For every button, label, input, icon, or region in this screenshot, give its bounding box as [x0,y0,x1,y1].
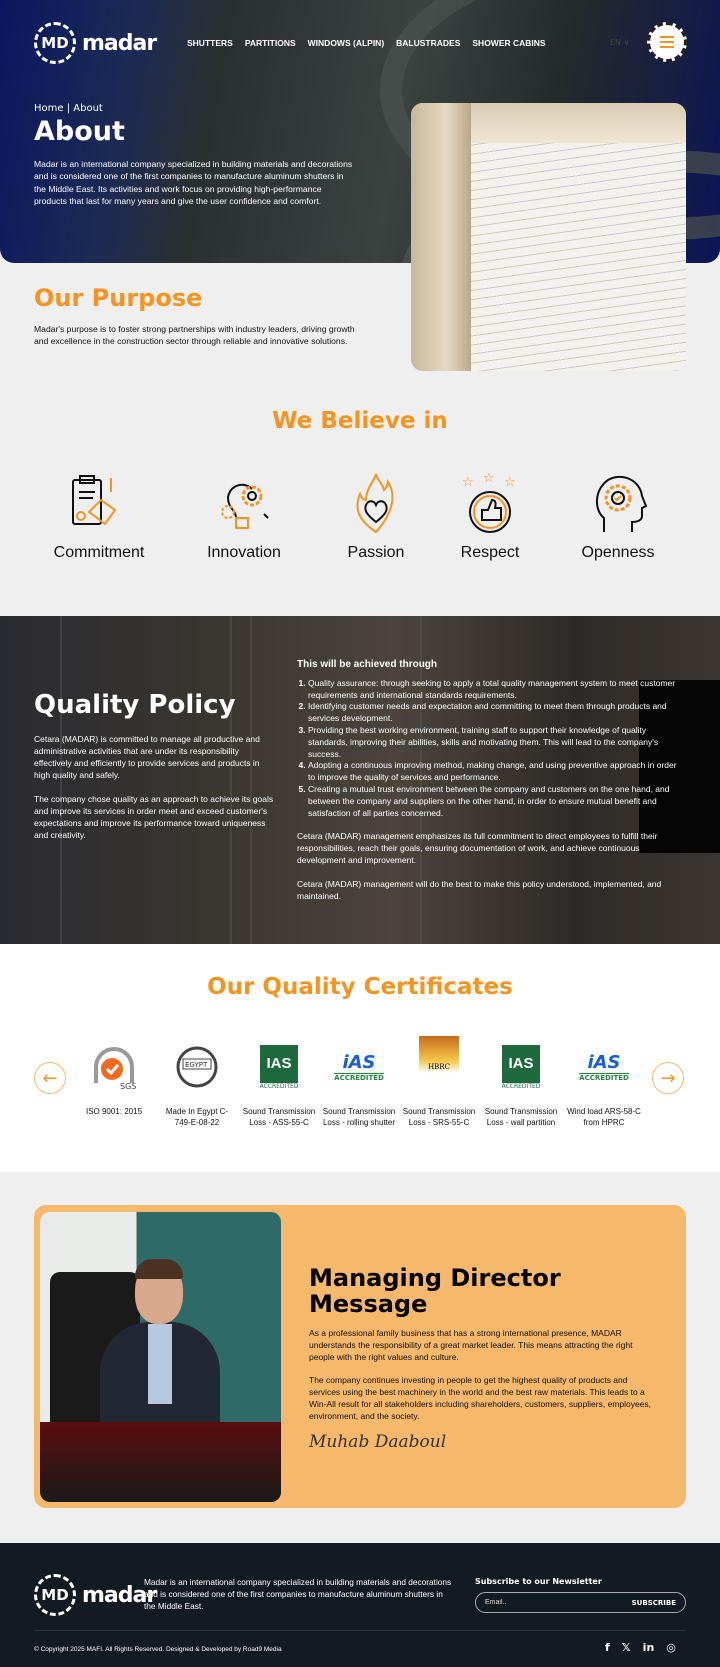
svg-text:☆: ☆ [483,472,495,486]
svg-text:☆: ☆ [462,475,474,490]
value-innovation [179,472,309,562]
shutter-image [411,103,686,371]
director-message [309,1328,659,1423]
director-paragraph: As a professional family business that has a strong international presence, MADAR understands the responsibility of a great market leader. This means attracting the right people with the right values and culture. [309,1328,633,1362]
list-item: 4. Adopting a continuous improving method, making change, and using preventive approach in order to improve the quality of services and performance. [308,760,682,784]
certificate-label: ISO 9001: 2015 [85,1107,143,1116]
certificates-title: Our Quality Certificates [207,974,513,1000]
newsletter-title: Subscribe to our Newsletter [475,1577,602,1586]
quality-title: Quality Policy [34,690,236,720]
breadcrumb: Home | About [34,103,103,114]
value-label: Openness [581,544,655,561]
certificate-label: Wind load ARS-58-C from HPRC [567,1107,641,1127]
head-gear-icon [586,472,650,536]
next-arrow-button[interactable]: → [652,1062,684,1094]
quality-paragraph: Cetara (MADAR) management emphasizes its full commitment to direct employees to fulfill their responsibilities, reach their goals, ensuring documentation of work, and achieve continuous development and improvement. [297,831,658,865]
x-twitter-icon[interactable]: 𝕏 [621,1641,631,1654]
footer-divider [34,1630,686,1631]
value-label: Respect [460,544,520,561]
certificate-label: Sound Transmission Loss - rolling shutter [322,1107,396,1127]
believe-title: We Believe in [272,408,448,434]
svg-text:SGS: SGS [120,1082,137,1091]
ias-globe-logo: iAS ACCREDITED [334,1052,384,1082]
value-label: Commitment [53,544,145,561]
director-title: Managing Director Message [309,1264,561,1318]
logo-text: madar [82,1582,157,1608]
ias-logo: IAS ACCREDITED [482,1036,560,1098]
footer-logo[interactable] [34,1574,156,1616]
value-commitment [34,472,164,562]
quality-list [297,678,682,820]
nav-balustrades[interactable]: BALUSTRADES [396,38,461,48]
director-signature: Muhab Daaboul [309,1432,447,1452]
certificate-label: Sound Transmission Loss - wall partition [484,1107,558,1127]
quality-paragraph: Cetara (MADAR) management will do the best to make this policy understood, implemented, and maintained. [297,878,662,901]
hbrc-logo: HBRC [400,1036,478,1098]
certificate-label: Made In Egypt C-749-E-08-22 [165,1107,229,1127]
copyright: © Copyright 2025 MAFI. All Rights Reserved. Designed & Developed by Road9 Media [34,1646,282,1653]
svg-text:☆: ☆ [504,475,516,490]
thumbs-up-stars-icon [458,472,522,536]
quality-list-title: This will be achieved through [297,659,438,670]
certificate-item[interactable] [240,1036,318,1128]
nav-windows[interactable]: WINDOWS (ALPIN) [307,38,385,48]
quality-intro [34,733,274,841]
svg-text:EGYPT: EGYPT [185,1061,208,1069]
instagram-icon[interactable]: ◎ [666,1641,676,1654]
quality-paragraph: Cetara (MADAR) is committed to manage all productive and administrative activities that are under its responsibility effectively and efficiently to provide services and products in high quality and safely. [34,734,260,780]
certificate-item[interactable] [482,1036,560,1128]
menu-button[interactable] [647,22,687,62]
email-input[interactable] [485,1599,605,1606]
certificate-item[interactable] [565,1036,643,1128]
main-nav [187,38,546,48]
footer-text: Madar is an international company specialized in building materials and decorations and is considered one of the first companies to manufacture aluminum shutters in the Middle East. [144,1577,452,1611]
made-in-egypt-logo [158,1036,236,1098]
flaming-heart-icon [344,472,408,536]
facebook-icon[interactable]: f [605,1641,610,1654]
newsletter-form [475,1592,686,1613]
header-logo[interactable] [34,22,156,64]
subscribe-button[interactable]: SUBSCRIBE [631,1598,676,1607]
hero-text: Madar is an international company specialized in building materials and decorations and is considered one of the first companies to manufacture aluminum shutters in the Middle East. Its activities and work focus on providing high-performance products that last for many years and give the user confidence and comfort. [34,159,353,206]
purpose-title: Our Purpose [34,284,203,312]
sgs-logo [75,1036,153,1098]
director-paragraph: The company continues investing in people to get the highest quality of products and services using the best machinery in the world and the best raw materials. This leads to a Win-All result for all stakeholders including shareholders, customers, suppliers, employees, environment, and the society. [309,1375,652,1421]
list-item: 2. Identifying customer needs and expectation and committing to meet them through products and services development. [308,701,682,725]
social-links [605,1641,676,1654]
logo-mark: MD [34,1574,76,1616]
value-respect [425,472,555,562]
lightbulb-gear-icon [212,472,276,536]
certificate-item[interactable] [75,1036,153,1117]
purpose-text: Madar's purpose is to foster strong partnerships with industry leaders, driving growth and excellence in the construction sector through reliable and innovative solutions. [34,324,355,347]
language-select[interactable]: EN ∨ [610,38,630,47]
list-item: 3. Providing the best working environment, training staff to support their knowledge of quality standards, improving their abilities, skills and motivating them. This will lead to the company's success. [308,725,682,760]
linkedin-icon[interactable]: in [642,1641,655,1654]
ias-logo: IAS ACCREDITED [240,1036,318,1098]
quality-details [297,659,682,902]
logo-mark: MD [34,22,76,64]
value-label: Passion [347,544,405,561]
list-item: 1. Quality assurance: through seeking to apply a total quality management system to meet customer requirements and international standards requirements. [308,678,682,702]
logo-text: madar [82,30,157,56]
certificate-item[interactable] [320,1036,398,1128]
director-photo [40,1212,281,1502]
page-title: About [34,116,125,147]
nav-partitions[interactable]: PARTITIONS [244,38,296,48]
value-openness [553,472,683,562]
quality-paragraph: The company chose quality as an approach to achieve its goals and improve its services in order meet and exceed customer's expectations and improve its performance toward uniqueness and creativity. [34,794,274,840]
nav-shower-cabins[interactable]: SHOWER CABINS [472,38,546,48]
value-passion [311,472,441,562]
ias-globe-logo: iAS ACCREDITED [579,1052,629,1082]
hamburger-icon [660,36,674,38]
certificate-item[interactable] [400,1036,478,1128]
value-label: Innovation [207,544,281,561]
list-item: 5. Creating a mutual trust environment between the company and customers on the one hand, and between the company and suppliers on the other hand, in order to ensure mutual benefit and satisfaction of all parties concerned. [308,784,682,819]
nav-shutters[interactable]: SHUTTERS [187,38,233,48]
certificate-label: Sound Transmission Loss - SRS-55-C [402,1107,476,1127]
prev-arrow-button[interactable]: ← [34,1062,66,1094]
handshake-contract-icon [67,472,131,536]
certificate-label: Sound Transmission Loss - ASS-55-C [242,1107,316,1127]
certificate-item[interactable] [158,1036,236,1128]
